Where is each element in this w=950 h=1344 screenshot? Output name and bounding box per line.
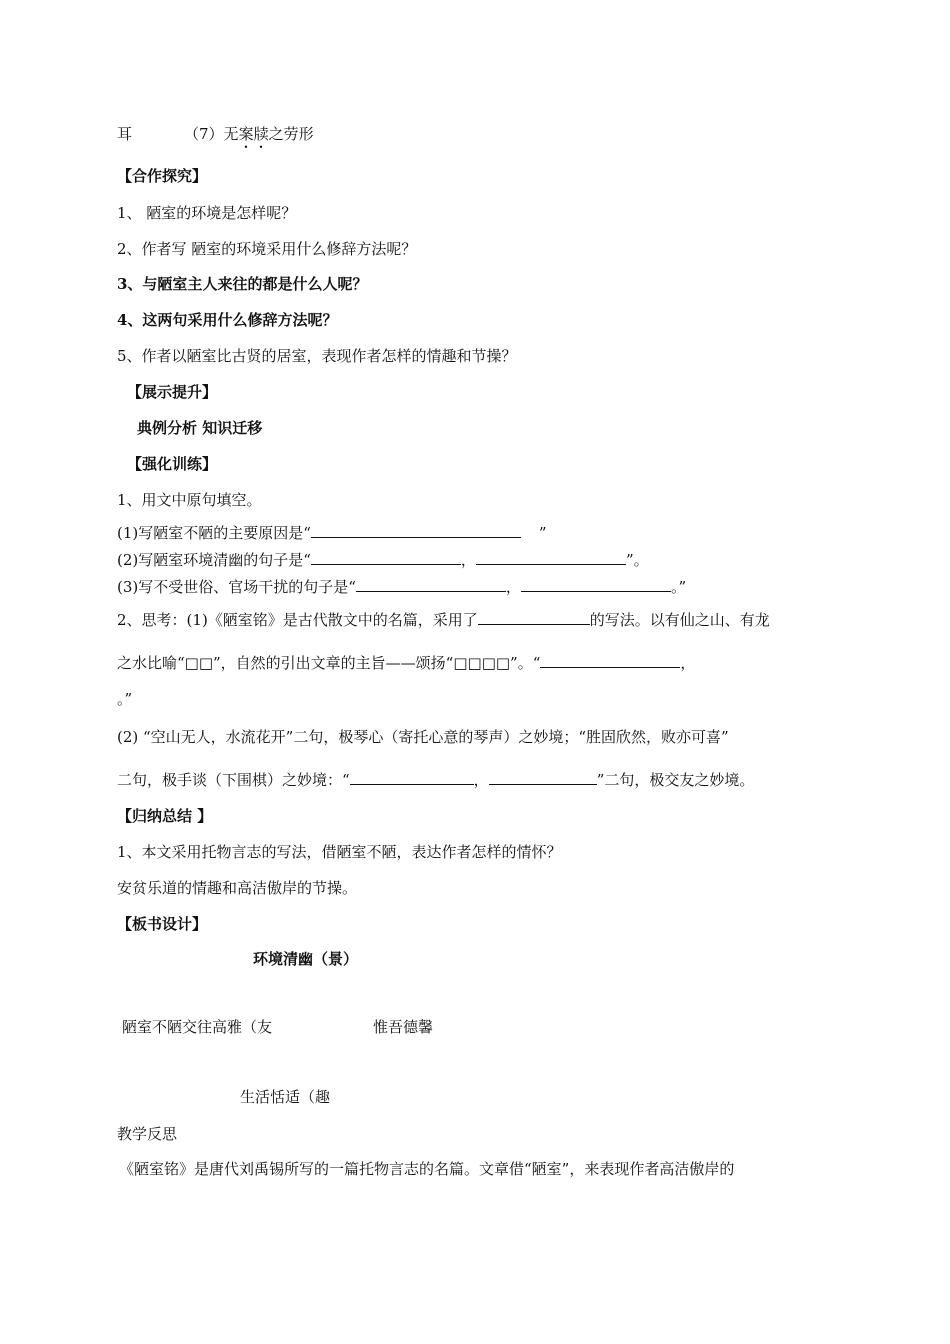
think-1: 2、思考：(1)《陋室铭》是古代散文中的名篇，采用了 的写法。以有仙之山、有龙 [117, 611, 770, 629]
question-1: 1、 陋室的环境是怎样呢？ [117, 204, 297, 222]
question-3: 3、与陋室主人来往的都是什么人呢？ [117, 275, 368, 293]
summary-answer: 安贫乐道的情趣和高洁傲岸的节操。 [117, 879, 358, 897]
line-top: 耳 （7）无案牍之劳形 [117, 125, 314, 143]
answer-blank[interactable] [356, 576, 506, 592]
think-2b: 二句，极手谈（下围棋）之妙境：“ ， ”二句，极交友之妙境。 [117, 771, 755, 789]
answer-blank[interactable] [311, 522, 521, 538]
emphasized-word: 案牍 [238, 125, 269, 143]
answer-blank[interactable] [350, 769, 474, 785]
heading-cooperate: 【合作探究】 [117, 167, 208, 185]
answer-blank[interactable] [489, 769, 597, 785]
heading-summary: 【归纳总结 】 [117, 807, 213, 825]
think-1b: 之水比喻“□□”，自然的引出文章的主旨——颂扬“□□□□”。“ ， [117, 654, 696, 672]
answer-blank[interactable] [521, 576, 671, 592]
think-2: (2) “空山无人，水流花开”二句，极琴心（寄托心意的琴声）之妙境；“胜固欣然，败亦可喜” [117, 728, 729, 746]
subheading-show: 典例分析 知识迁移 [137, 419, 263, 437]
question-2: 2、作者写 陋室的环境采用什么修辞方法呢？ [117, 240, 417, 258]
heading-train: 【强化训练】 [127, 455, 218, 473]
board-line-3: 惟吾德馨 [373, 1018, 434, 1036]
fill-2: (2)写陋室环境清幽的句子是“ ， ”。 [117, 551, 649, 569]
board-line-1: 环境清幽（景） [253, 950, 359, 968]
board-line-2: 陋室不陋交往高雅（友 [122, 1018, 273, 1036]
answer-blank[interactable] [476, 549, 626, 565]
fill-1: (1)写陋室不陋的主要原因是“ ” [117, 524, 547, 542]
train-1: 1、用文中原句填空。 [117, 491, 262, 509]
fill-3: (3)写不受世俗、官场干扰的句子是“ ， 。” [117, 578, 687, 596]
summary-question: 1、本文采用托物言志的写法，借陋室不陋，表达作者怎样的情怀？ [117, 843, 562, 861]
question-4: 4、这两句采用什么修辞方法呢？ [117, 311, 338, 329]
heading-show: 【展示提升】 [127, 383, 218, 401]
answer-blank[interactable] [311, 549, 461, 565]
answer-blank[interactable] [540, 652, 680, 668]
answer-blank[interactable] [478, 609, 590, 625]
reflection-text: 《陋室铭》是唐代刘禹锡所写的一篇托物言志的名篇。文章借“陋室”，来表现作者高洁傲岸的 [119, 1160, 735, 1178]
reflection-title: 教学反思 [117, 1125, 178, 1143]
think-1c: 。” [117, 690, 133, 708]
board-line-4: 生活恬适（趣 [240, 1088, 331, 1106]
question-5: 5、作者以陋室比古贤的居室，表现作者怎样的情趣和节操？ [117, 347, 517, 365]
heading-board: 【板书设计】 [117, 915, 208, 933]
